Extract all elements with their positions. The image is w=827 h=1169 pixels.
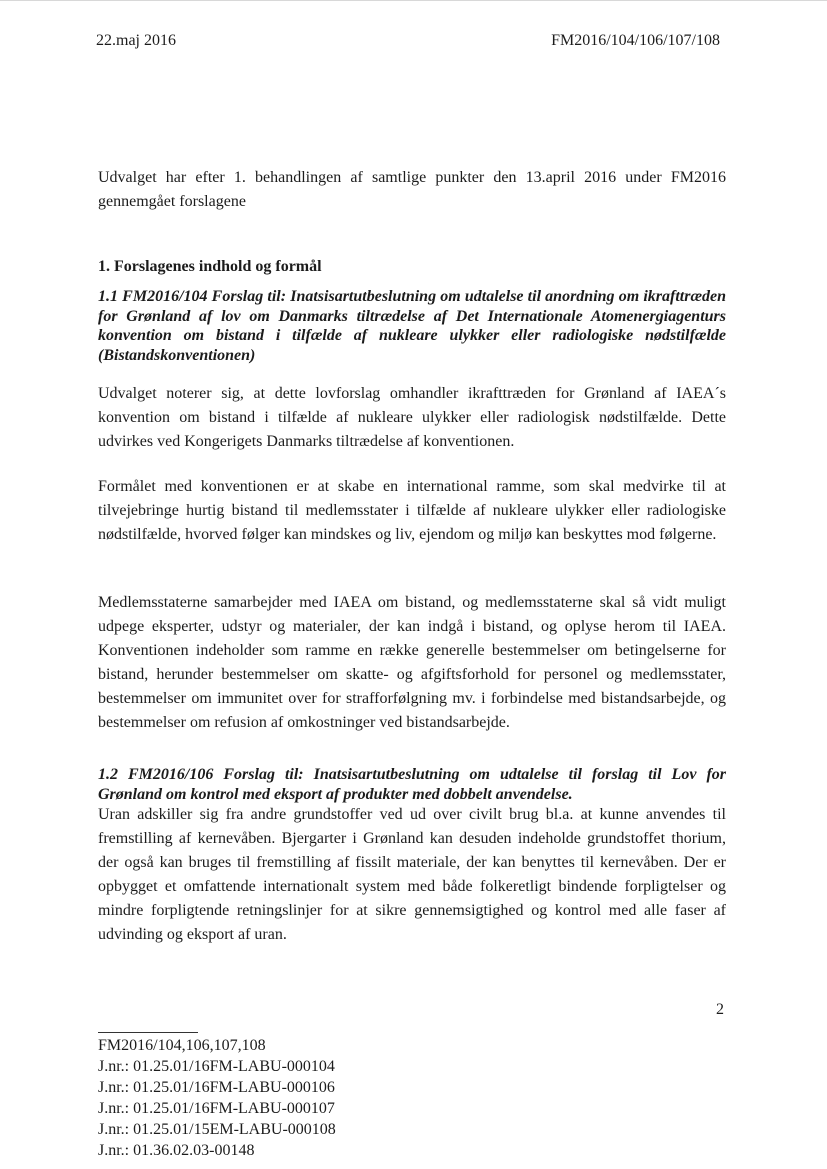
subsection-heading-1-1: 1.1 FM2016/104 Forslag til: Inatsisartutbeslutning om udtalelse til anordning om ikrafttræden for Grønland af lov om Danmarks tiltrædelse af Det Internationale Atomenergiagenturs konvention om bistand i tilfælde af nukleare ulykker eller radiologiske nødstilfælde (Bistandskonventionen) [98, 288, 726, 364]
header-reference: FM2016/104/106/107/108 [551, 32, 720, 49]
section-heading: 1. Forslagenes indhold og formål [98, 258, 322, 275]
paragraph-1-1-a: Udvalget noterer sig, at dette lovforslag omhandler ikrafttræden for Grønland af IAEA´s konvention om bistand i tilfælde af nukleare ulykker eller radiologisk nødstilfælde. Dette udvirkes ved Kongerigets Danmarks tiltrædelse af konventionen. [98, 385, 726, 450]
paragraph-1-2-a: Uran adskiller sig fra andre grundstoffer ved ud over civilt brug bl.a. at kunne anvendes til fremstilling af kernevåben. Bjergarter i Grønland kan desuden indeholde grundstoffet thorium, der også kan bruges til fremstilling af fissilt materiale, der kan benyttes til kernevåben. Der er opbygget et omfattende internationalt system med både folkeretligt bindende forpligtelser og mindre forpligtende retningslinjer for at sikre gennemsigtighed og kontrol med alle faser af udvinding og eksport af uran. [98, 806, 726, 943]
subsection-heading-1-2: 1.2 FM2016/106 Forslag til: Inatsisartutbeslutning om udtalelse til forslag til Lov for Grønland om kontrol med eksport af produkter med dobbelt anvendelse. [98, 766, 726, 803]
footnote-divider [98, 1032, 198, 1033]
paragraph-1-1-c: Medlemsstaterne samarbejder med IAEA om bistand, og medlemsstaterne skal så vidt muligt udpege eksperter, udstyr og materialer, der kan indgå i bistand, og oplyse herom til IAEA. Konventionen indeholder som ramme en række generelle bestemmelser om betingelserne for bistand, herunder bestemmelser om skatte- og afgiftsforhold for personel og medlemsstater, bestemmelser om immunitet over for strafforfølgning mv. i forbindelse med bistandsarbejde, og bestemmelser om refusion af omkostninger ved bistandsarbejde. [98, 594, 726, 731]
footer-line: FM2016/104,106,107,108 [98, 1037, 266, 1054]
scan-edge-line [0, 0, 827, 1]
footer-line: J.nr.: 01.25.01/16FM-LABU-000104 [98, 1058, 335, 1075]
header-date: 22.maj 2016 [96, 32, 176, 49]
intro-paragraph: Udvalget har efter 1. behandlingen af samtlige punkter den 13.april 2016 under FM2016 gennemgået forslagene [98, 169, 726, 210]
footer-line: J.nr.: 01.25.01/16FM-LABU-000106 [98, 1079, 335, 1096]
footer-line: J.nr.: 01.36.02.03-00148 [98, 1142, 255, 1159]
page-number: 2 [716, 1001, 724, 1018]
footer-references [98, 1035, 336, 1161]
paragraph-1-1-b: Formålet med konventionen er at skabe en international ramme, som skal medvirke til at tilvejebringe hurtig bistand til medlemsstater i tilfælde af nukleare ulykker eller radiologiske nødstilfælde, hvorved følger kan mindskes og liv, ejendom og miljø kan beskyttes mod følgerne. [98, 478, 726, 543]
footer-line: J.nr.: 01.25.01/15EM-LABU-000108 [98, 1121, 336, 1138]
footer-line: J.nr.: 01.25.01/16FM-LABU-000107 [98, 1100, 335, 1117]
